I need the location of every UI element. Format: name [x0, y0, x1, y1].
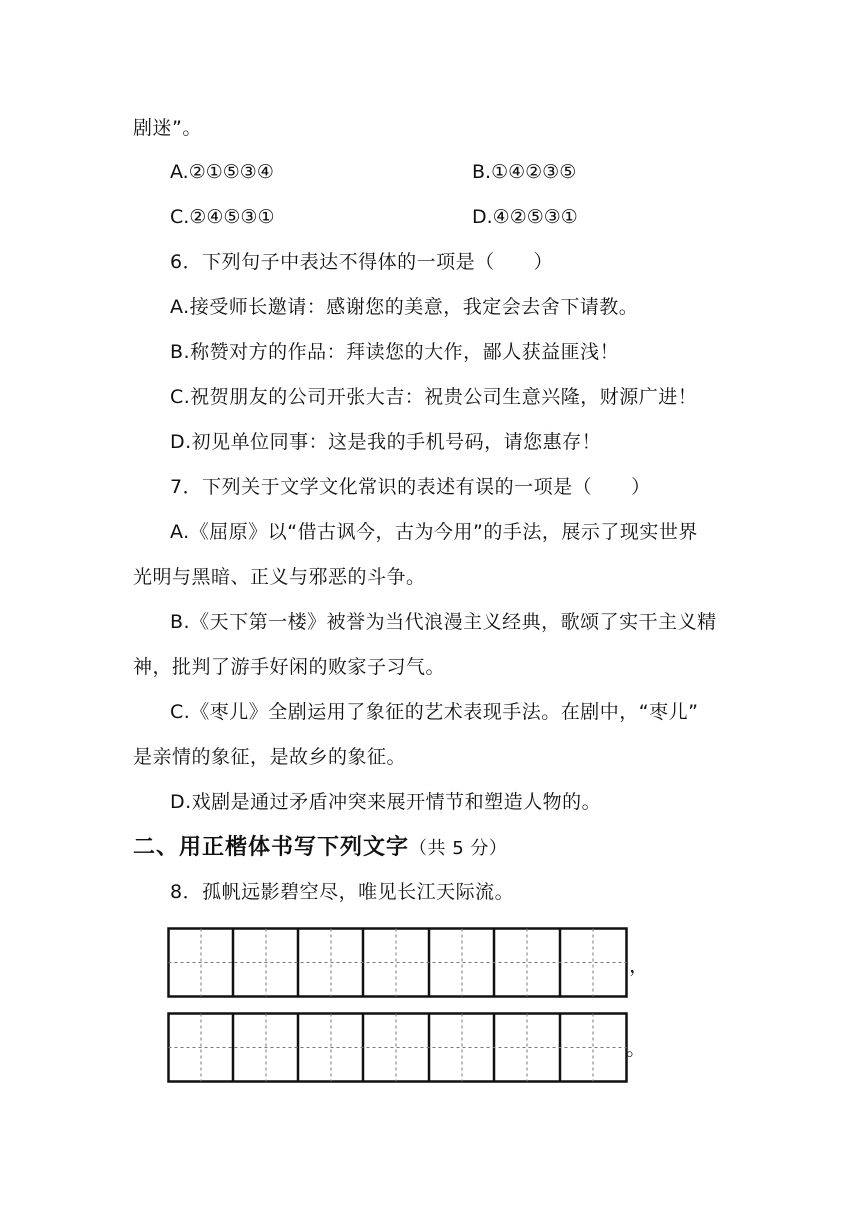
q7-option-b-line1[interactable]: B.《天下第一楼》被誉为当代浪漫主义经典，歌颂了实干主义精	[170, 611, 717, 633]
q6-option-d[interactable]: D.初见单位同事：这是我的手机号码，请您惠存！	[170, 431, 602, 453]
q5-option-a[interactable]: A.②①⑤③④	[170, 161, 274, 183]
q7-option-c-line1[interactable]: C.《枣儿》全剧运用了象征的艺术表现手法。在剧中，“枣儿”	[170, 701, 699, 723]
q8-stem: 8．孤帆远影碧空尽，唯见长江天际流。	[170, 881, 515, 903]
q5-option-b[interactable]: B.①④②③⑤	[472, 161, 577, 183]
writing-grid-row-2-boxes	[167, 1012, 629, 1083]
writing-grid-row-1[interactable]	[167, 927, 629, 998]
row-2-end-period: 。	[626, 1036, 646, 1060]
q7-stem: 7．下列关于文学文化常识的表述有误的一项是（ ）	[170, 476, 651, 498]
q7-option-d[interactable]: D.戏剧是通过矛盾冲突来展开情节和塑造人物的。	[170, 791, 602, 813]
row-1-end-comma: ，	[629, 953, 649, 977]
section-2-heading	[133, 834, 507, 863]
intro-tail-text: 剧迷”。	[133, 117, 202, 139]
writing-grid-row-2[interactable]	[167, 1012, 629, 1083]
section-2-score: （共 5 分）	[409, 838, 508, 859]
q6-option-c[interactable]: C.祝贺朋友的公司开张大吉：祝贵公司生意兴隆，财源广进！	[170, 386, 698, 408]
q5-option-d[interactable]: D.④②⑤③①	[472, 206, 578, 228]
q6-stem: 6．下列句子中表达不得体的一项是（ ）	[170, 251, 554, 273]
writing-grid-row-1-boxes	[167, 927, 629, 998]
q6-option-a[interactable]: A.接受师长邀请：感谢您的美意，我定会去舍下请教。	[170, 296, 639, 318]
q7-option-c-line2: 是亲情的象征，是故乡的象征。	[133, 746, 407, 768]
q7-option-b-line2: 神，批判了游手好闲的败家子习气。	[133, 656, 446, 678]
q6-option-b[interactable]: B.称赞对方的作品：拜读您的大作，鄙人获益匪浅！	[170, 341, 620, 363]
q7-option-a-line1[interactable]: A.《屈原》以“借古讽今，古为今用”的手法，展示了现实世界	[170, 521, 698, 543]
q5-option-c[interactable]: C.②④⑤③①	[170, 206, 275, 228]
section-2-title: 二、用正楷体书写下列文字	[133, 835, 410, 860]
q7-option-a-line2: 光明与黑暗、正义与邪恶的斗争。	[133, 566, 426, 588]
